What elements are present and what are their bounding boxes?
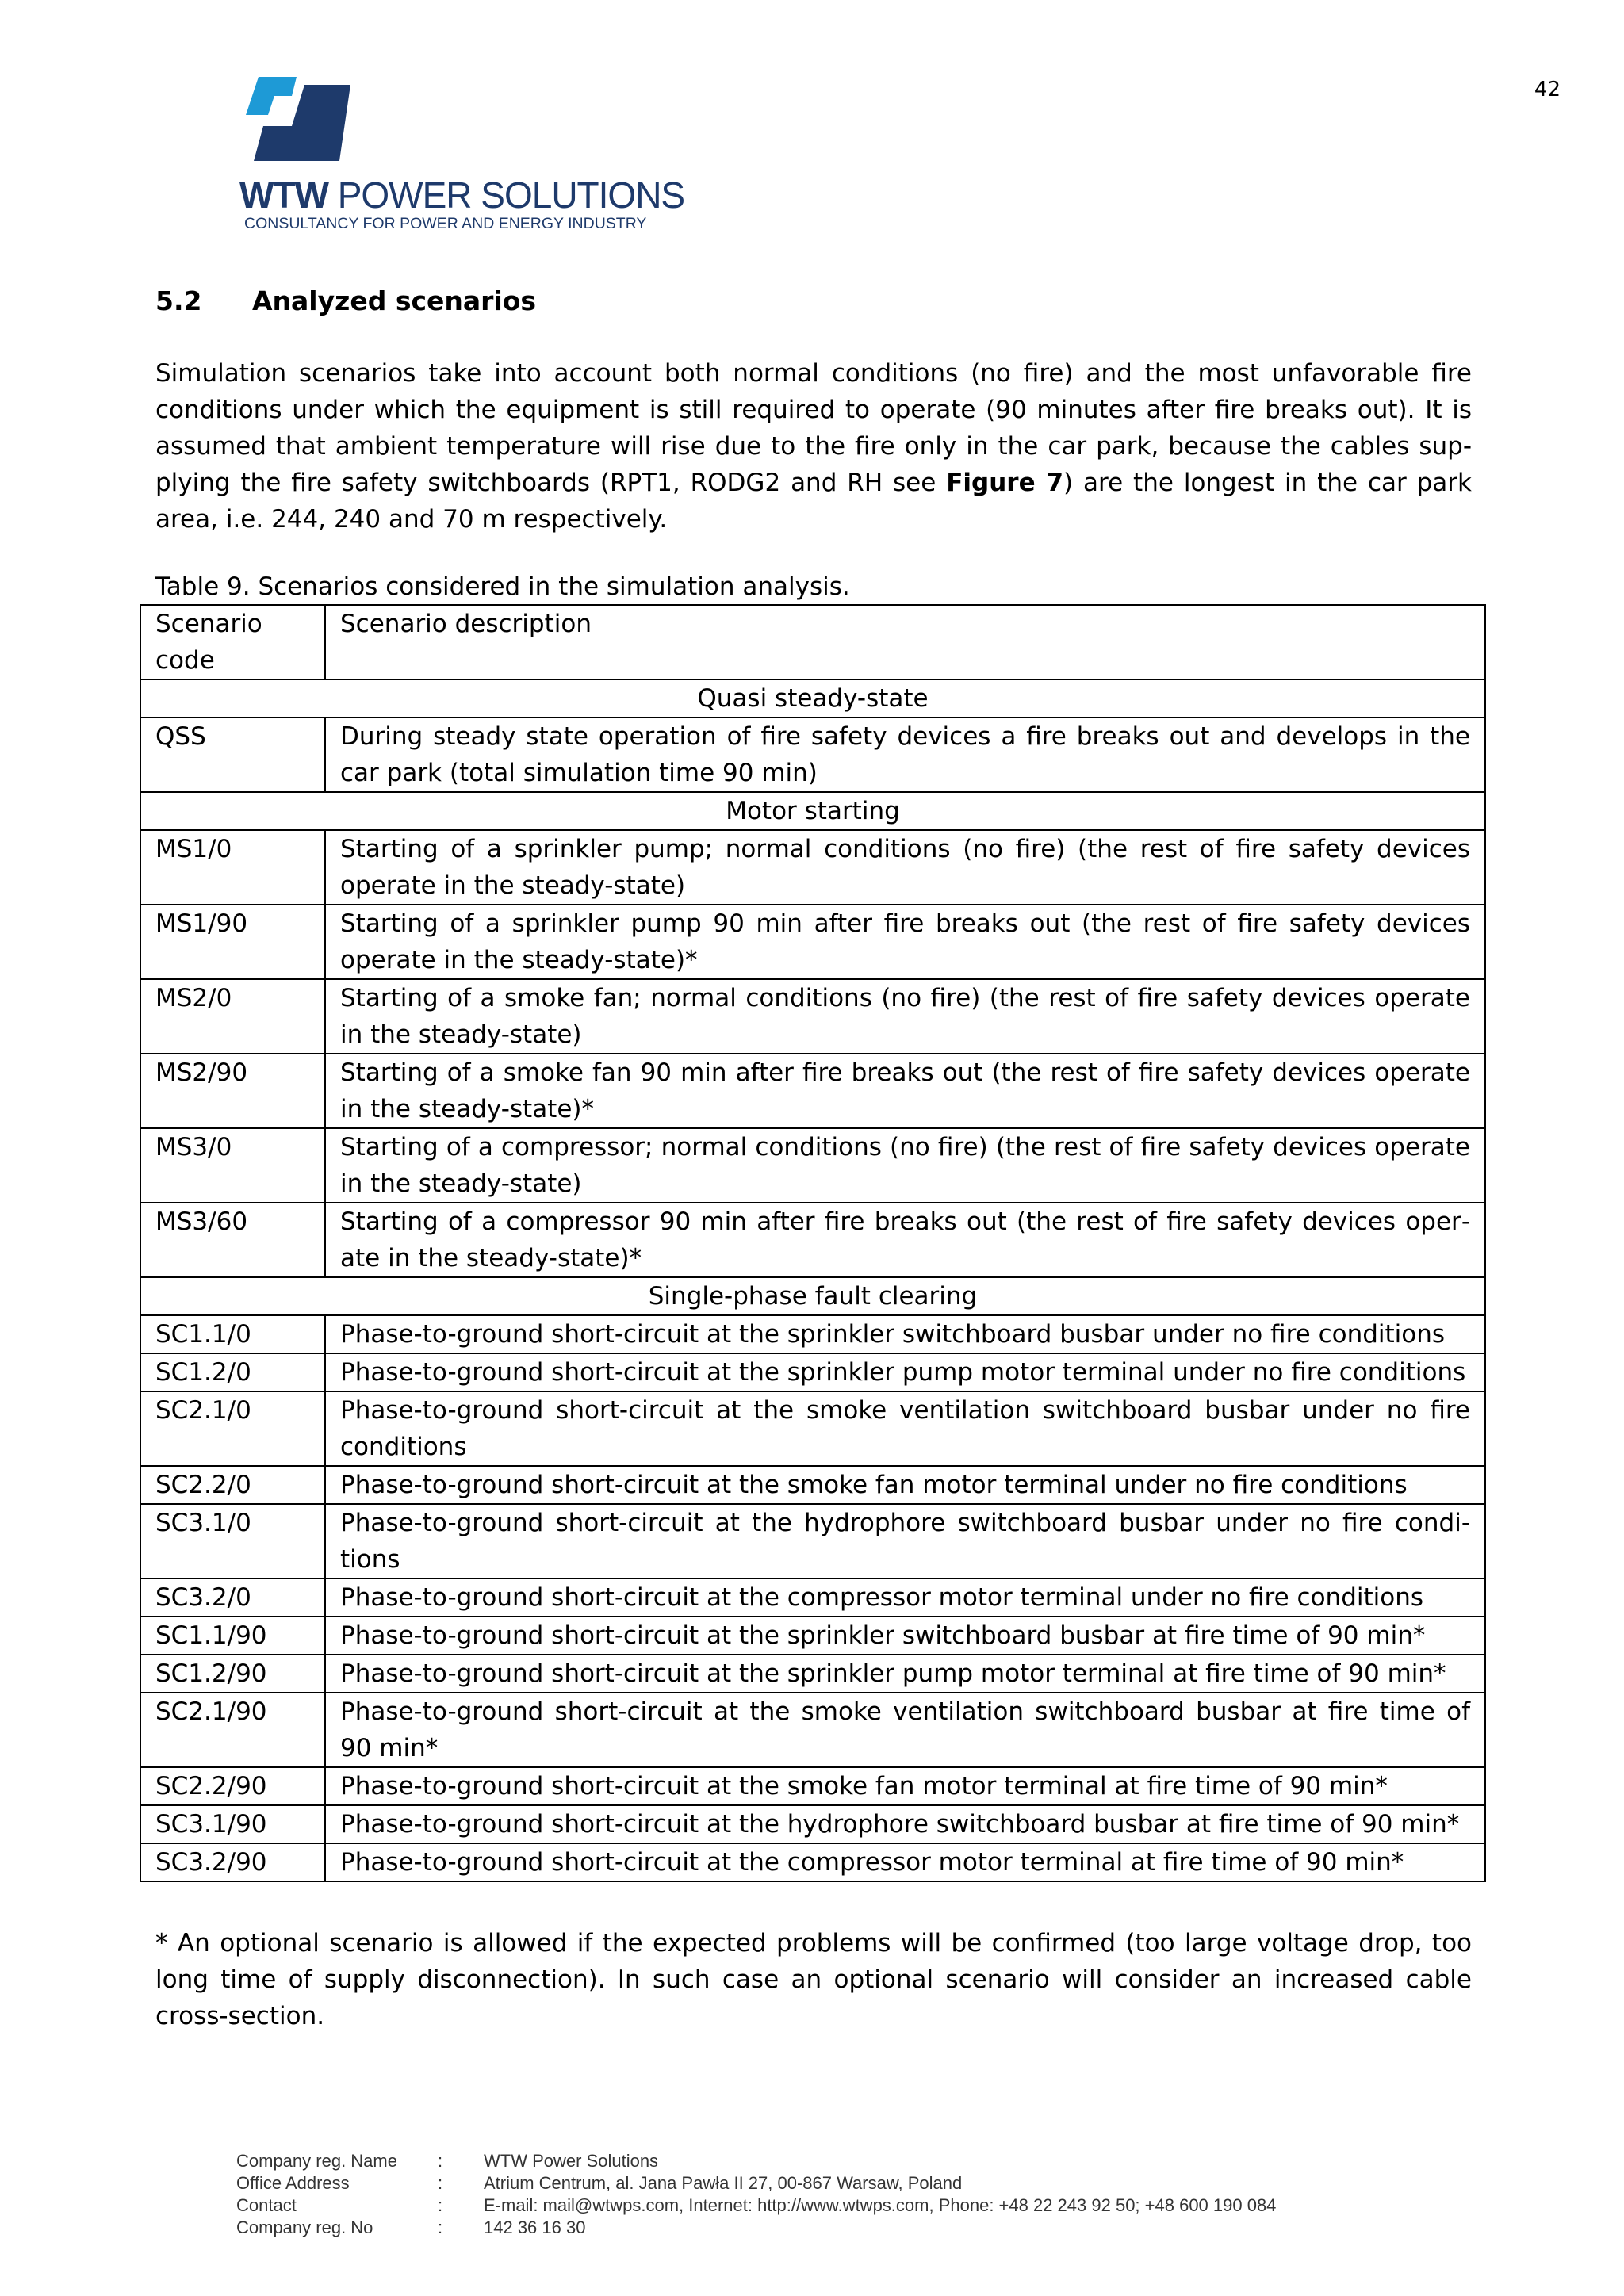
logo-mark-icon — [239, 75, 350, 164]
scenario-code: SC1.2/90 — [140, 1655, 325, 1693]
table-row — [140, 979, 1485, 1054]
group-row — [140, 792, 1485, 830]
scenario-description: Starting of a sprinkler pump; normal conditions (no fire) (the rest of fire safety devices operate in the steady-state) — [325, 830, 1485, 905]
scenario-description: Phase-to-ground short-circuit at the sprinkler pump motor terminal under no fire conditions — [325, 1353, 1485, 1391]
table-row — [140, 1504, 1485, 1578]
section-number: 5.2 — [155, 285, 202, 316]
scenario-description: Starting of a smoke fan; normal conditions (no fire) (the rest of fire safety devices operate in the steady-state) — [325, 979, 1485, 1054]
table-row — [140, 1617, 1485, 1655]
table-row — [140, 718, 1485, 792]
scenario-code: MS3/60 — [140, 1203, 325, 1277]
company-logo — [239, 75, 684, 242]
figure-reference: Figure 7 — [946, 469, 1064, 497]
table-row — [140, 1693, 1485, 1767]
header-scenario-description: Scenario description — [325, 605, 1485, 679]
group-title: Single-phase fault clearing — [140, 1277, 1485, 1315]
company-info-row: Contact : E-mail: mail@wtwps.com, Internet: http://www.wtwps.com, Phone: +48 22 243 92 50; +48 600 190 084 — [236, 2195, 1277, 2215]
scenario-description: Phase-to-ground short-circuit at the sprinkler switchboard busbar under no fire conditions — [325, 1315, 1485, 1353]
page-number: 42 — [1534, 78, 1561, 101]
scenario-code: MS1/90 — [140, 905, 325, 979]
scenario-description: Phase-to-ground short-circuit at the sprinkler pump motor terminal at fire time of 90 min* — [325, 1655, 1485, 1693]
intro-paragraph: Simulation scenarios take into account both normal conditions (no fire) and the most unfavorable fire conditions under which the equipment is still required to operate (90 minutes after fire breaks out). It is assumed that ambient temperature will rise due to the fire only in the car park, because the cables supplying the fire safety switchboards (RPT1, RODG2 and RH see Figure 7) are the longest in the car park area, i.e. 244, 240 and 70 m respectively. — [155, 359, 1472, 534]
scenario-code: SC2.2/90 — [140, 1767, 325, 1805]
section-title: Analyzed scenarios — [252, 285, 537, 316]
table-row — [140, 1054, 1485, 1128]
logo-tagline: CONSULTANCY FOR POWER AND ENERGY INDUSTRY — [244, 215, 647, 232]
scenario-description: Phase-to-ground short-circuit at the smoke fan motor terminal at fire time of 90 min* — [325, 1767, 1485, 1805]
table-row — [140, 1767, 1485, 1805]
scenario-description: Phase-to-ground short-circuit at the sprinkler switchboard busbar at fire time of 90 min* — [325, 1617, 1485, 1655]
table-header-row — [140, 605, 1485, 679]
section-heading — [155, 285, 536, 316]
scenario-description: Phase-to-ground short-circuit at the smoke ventilation switchboard busbar under no fire conditions — [325, 1391, 1485, 1466]
scenario-code: SC1.2/0 — [140, 1353, 325, 1391]
scenario-code: SC2.2/0 — [140, 1466, 325, 1504]
table-row — [140, 1315, 1485, 1353]
company-info-row: Office Address : Atrium Centrum, al. Jana Pawła II 27, 00-867 Warsaw, Poland — [236, 2173, 963, 2193]
table-row — [140, 1128, 1485, 1203]
table-caption: Table 9. Scenarios considered in the simulation analysis. — [155, 572, 850, 601]
company-info — [236, 2150, 1276, 2239]
table-body — [140, 679, 1485, 1881]
table-row — [140, 1391, 1485, 1466]
table-row — [140, 905, 1485, 979]
scenario-description: Phase-to-ground short-circuit at the hydrophore switchboard busbar under no fire conditions — [325, 1504, 1485, 1578]
scenario-code: SC3.1/90 — [140, 1805, 325, 1843]
table-row — [140, 1805, 1485, 1843]
group-row — [140, 679, 1485, 718]
scenarios-table — [140, 604, 1486, 1882]
scenario-description: Starting of a compressor 90 min after fire breaks out (the rest of fire safety devices operate in the steady-state)* — [325, 1203, 1485, 1277]
scenario-description: Phase-to-ground short-circuit at the smoke fan motor terminal under no fire conditions — [325, 1466, 1485, 1504]
scenario-description: Phase-to-ground short-circuit at the compressor motor terminal at fire time of 90 min* — [325, 1843, 1485, 1881]
group-title: Quasi steady-state — [140, 679, 1485, 718]
scenario-code: MS2/90 — [140, 1054, 325, 1128]
scenario-code: MS3/0 — [140, 1128, 325, 1203]
scenario-code: SC3.2/0 — [140, 1578, 325, 1617]
scenario-description: Phase-to-ground short-circuit at the hydrophore switchboard busbar at fire time of 90 min* — [325, 1805, 1485, 1843]
scenario-code: SC1.1/90 — [140, 1617, 325, 1655]
scenario-code: SC2.1/0 — [140, 1391, 325, 1466]
table-row — [140, 830, 1485, 905]
table-row — [140, 1578, 1485, 1617]
table-row — [140, 1466, 1485, 1504]
footnote: * An optional scenario is allowed if the expected problems will be confirmed (too large voltage drop, too long time of supply disconnection). In such case an optional scenario will consider an increased cable cross-section. — [155, 1929, 1472, 2030]
scenario-description: Phase-to-ground short-circuit at the smoke ventilation switchboard busbar at fire time of 90 min* — [325, 1693, 1485, 1767]
table-row — [140, 1843, 1485, 1881]
scenario-description: Starting of a smoke fan 90 min after fire breaks out (the rest of fire safety devices operate in the steady-state)* — [325, 1054, 1485, 1128]
scenario-code: SC1.1/0 — [140, 1315, 325, 1353]
scenario-code: SC3.2/90 — [140, 1843, 325, 1881]
scenario-code: MS1/0 — [140, 830, 325, 905]
group-title: Motor starting — [140, 792, 1485, 830]
scenario-code: SC2.1/90 — [140, 1693, 325, 1767]
scenario-code: SC3.1/0 — [140, 1504, 325, 1578]
scenario-code: MS2/0 — [140, 979, 325, 1054]
company-info-row: Company reg. Name : WTW Power Solutions — [236, 2151, 659, 2171]
table-row — [140, 1655, 1485, 1693]
company-info-row: Company reg. No : 142 36 16 30 — [236, 2218, 586, 2237]
scenario-code: QSS — [140, 718, 325, 792]
scenario-description: Starting of a compressor; normal conditions (no fire) (the rest of fire safety devices operate in the steady-state) — [325, 1128, 1485, 1203]
table-row — [140, 1353, 1485, 1391]
logo-wordmark: WTW POWER SOLUTIONS — [239, 174, 685, 216]
group-row — [140, 1277, 1485, 1315]
header-scenario-code: Scenario code — [140, 605, 325, 679]
scenario-description: During steady state operation of fire safety devices a fire breaks out and develops in the car park (total simulation time 90 min) — [325, 718, 1485, 792]
table-row — [140, 1203, 1485, 1277]
scenario-description: Starting of a sprinkler pump 90 min after fire breaks out (the rest of fire safety devices operate in the steady-state)* — [325, 905, 1485, 979]
scenario-description: Phase-to-ground short-circuit at the compressor motor terminal under no fire conditions — [325, 1578, 1485, 1617]
